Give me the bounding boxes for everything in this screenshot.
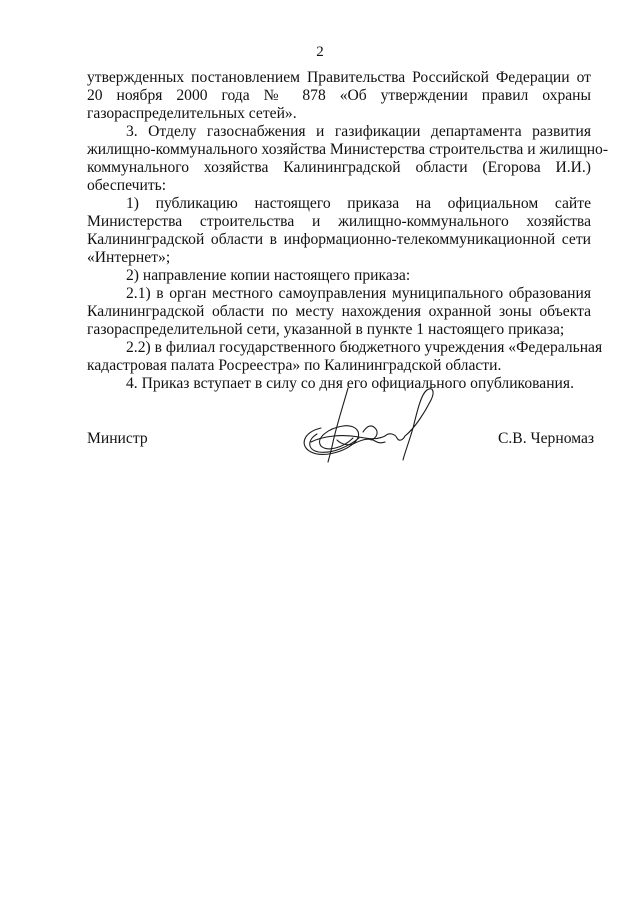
text-line: 2.2) в филиал государственного бюджетного учреждения «Федеральная xyxy=(126,339,603,356)
text-line: коммунального хозяйства Калининградской области (Егорова И.И.) xyxy=(87,159,591,176)
text-line: 1) публикацию настоящего приказа на официальном сайте xyxy=(126,195,591,212)
text-line: Министерства строительства и жилищно-коммунального хозяйства xyxy=(87,213,591,230)
text-line: Калининградской области по месту нахождения охранной зоны объекта xyxy=(87,303,591,320)
text-line: утвержденных постановлением Правительства Российской Федерации от xyxy=(87,69,591,86)
handwritten-signature xyxy=(293,382,443,464)
signature-position-title: Министр xyxy=(87,430,148,447)
text-line: 2) направление копии настоящего приказа: xyxy=(126,267,411,284)
text-line: «Интернет»; xyxy=(87,249,171,266)
signer-name: С.В. Черномаз xyxy=(498,430,595,447)
text-line: 20 ноября 2000 года № 878 «Об утверждении правил охраны xyxy=(87,87,591,104)
text-line: жилищно-коммунального хозяйства Министерства строительства и жилищно- xyxy=(87,141,609,158)
text-line: кадастровая палата Росреестра» по Калининградской области. xyxy=(87,357,502,374)
text-line: 3. Отделу газоснабжения и газификации департамента развития xyxy=(126,123,591,140)
text-line: обеспечить: xyxy=(87,177,167,194)
text-line: Калининградской области в информационно-телекоммуникационной сети xyxy=(87,231,591,248)
page-number: 2 xyxy=(316,44,324,60)
text-line: газораспределительных сетей». xyxy=(87,105,297,122)
text-line: 4. Приказ вступает в силу со дня его официального опубликования. xyxy=(126,375,574,392)
text-line: 2.1) в орган местного самоуправления муниципального образования xyxy=(126,285,591,302)
text-line: газораспределительной сети, указанной в пункте 1 настоящего приказа; xyxy=(87,321,565,338)
